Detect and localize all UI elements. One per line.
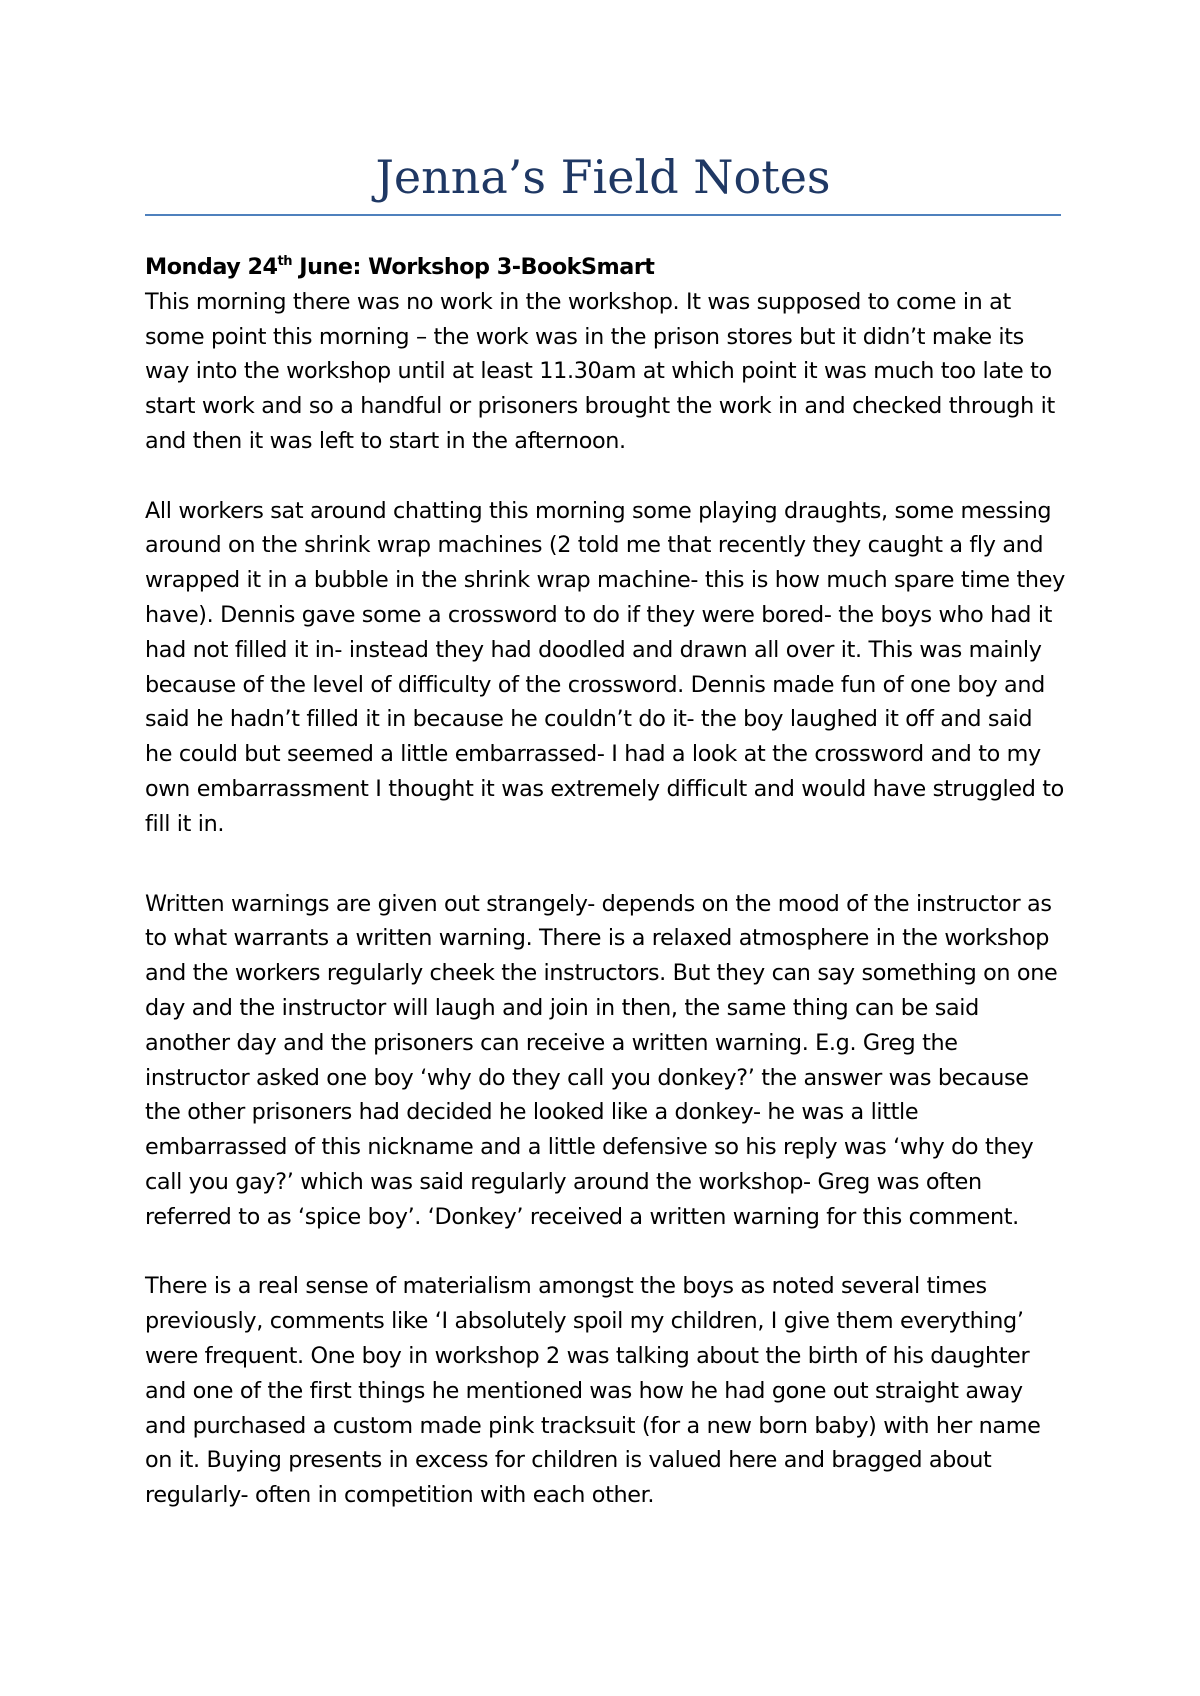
entry-heading	[145, 250, 1065, 285]
entry-heading-ordinal: th	[277, 254, 293, 269]
paragraph-1: This morning there was no work in the workshop. It was supposed to come in at some point this morning – the work was in the prison stores but it didn’t make its way into the workshop until at least 11.30am at which point it was much too late to start work and so a handful or prisoners brought the work in and checked through it and then it was left to start in the afternoon.	[145, 288, 1055, 454]
title-underline-rule	[145, 214, 1061, 216]
entry-heading-date: Monday 24	[145, 254, 278, 280]
paragraph-spacer	[145, 1235, 1065, 1270]
title-block	[145, 146, 1061, 208]
paragraph-spacer	[145, 842, 1065, 887]
paragraph-spacer	[145, 459, 1065, 494]
paragraph-2: All workers sat around chatting this morning some playing draughts, some messing around on the shrink wrap machines (2 told me that recently they caught a fly and wrapped it in a bubble in the shrink wrap machine- this is how much spare time they have). Dennis gave some a crossword to do if they were bored- the boys who had it had not filled it in- instead they had doodled and drawn all over it. This was mainly because of the level of difficulty of the crossword. Dennis made fun of one boy and said he hadn’t filled it in because he couldn’t do it- the boy laughed it off and said he could but seemed a little embarrassed- I had a look at the crossword and to my own embarrassment I thought it was extremely difficult and would have struggled to fill it in.	[145, 497, 1065, 837]
document-body	[145, 250, 1065, 1513]
document-title: Jenna’s Field Notes	[375, 150, 831, 204]
paragraph-4: There is a real sense of materialism amongst the boys as noted several times previously, comments like ‘I absolutely spoil my children, I give them everything’ were frequent. One boy in workshop 2 was talking about the birth of his daughter and one of the first things he mentioned was how he had gone out straight away and purchased a custom made pink tracksuit (for a new born baby) with her name on it. Buying presents in excess for children is valued here and bragged about regularly- often in competition with each other.	[145, 1273, 1041, 1509]
paragraph-3: Written warnings are given out strangely- depends on the mood of the instructor as to what warrants a written warning. There is a relaxed atmosphere in the workshop and the workers regularly cheek the instructors. But they can say something on one day and the instructor will laugh and join in then, the same thing can be said another day and the prisoners can receive a written warning. E.g. Greg the instructor asked one boy ‘why do they call you donkey?’ the answer was because the other prisoners had decided he looked like a donkey- he was a little embarrassed of this nickname and a little defensive so his reply was ‘why do they call you gay?’ which was said regularly around the workshop- Greg was often referred to as ‘spice boy’. ‘Donkey’ received a written warning for this comment.	[145, 890, 1058, 1230]
entry-heading-workshop: June: Workshop 3-BookSmart	[292, 254, 655, 280]
